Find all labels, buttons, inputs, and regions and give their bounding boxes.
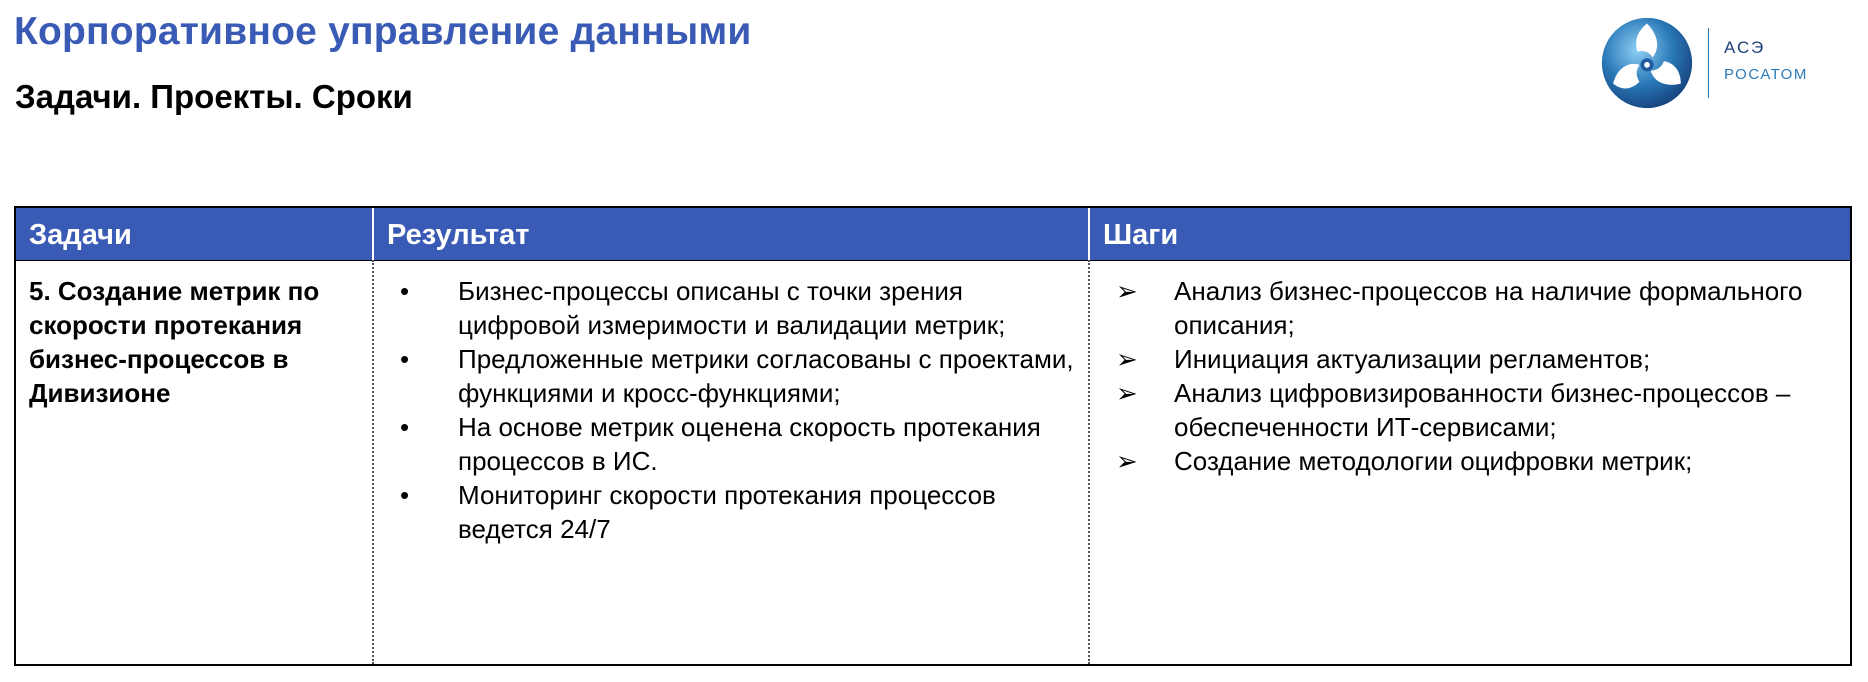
step-text: Создание методологии оцифровки метрик; <box>1174 446 1693 476</box>
company-logo <box>1600 14 1830 104</box>
rosatom-emblem-icon <box>1600 16 1694 110</box>
list-item <box>1102 274 1852 342</box>
arrow-bullet-icon: ➢ <box>1116 276 1138 306</box>
arrow-bullet-icon: ➢ <box>1116 344 1138 374</box>
step-text: Инициация актуализации регламентов; <box>1174 344 1651 374</box>
column-separator <box>1088 260 1090 664</box>
column-header-tasks: Задачи <box>29 219 132 251</box>
page-title: Корпоративное управление данными <box>14 10 752 53</box>
list-item <box>386 478 1076 546</box>
step-text: Анализ цифровизированности бизнес-процессов – обеспеченности ИТ-сервисами; <box>1174 378 1791 442</box>
list-item <box>386 342 1076 410</box>
bullet-marker: • <box>400 480 410 510</box>
logo-line2: РОСАТОМ <box>1724 66 1808 83</box>
result-text: Предложенные метрики согласованы с проектами, функциями и кросс-функциями; <box>458 344 1074 408</box>
list-item <box>1102 376 1852 444</box>
column-header-steps: Шаги <box>1088 208 1850 260</box>
arrow-bullet-icon: ➢ <box>1116 378 1138 408</box>
list-item <box>386 410 1076 478</box>
tasks-table <box>14 206 1852 666</box>
steps-list <box>1102 274 1852 478</box>
column-header-result: Результат <box>372 208 1088 260</box>
logo-line1: АСЭ <box>1724 38 1766 57</box>
result-text: Мониторинг скорости протекания процессов ведется 24/7 <box>458 480 996 544</box>
step-text: Анализ бизнес-процессов на наличие формального описания; <box>1174 276 1803 340</box>
results-list <box>386 274 1076 546</box>
bullet-marker: • <box>400 276 410 306</box>
column-separator <box>372 260 374 664</box>
result-text: На основе метрик оценена скорость протекания процессов в ИС. <box>458 412 1041 476</box>
bullet-marker: • <box>400 412 410 442</box>
page-subtitle: Задачи. Проекты. Сроки <box>15 78 413 115</box>
result-text: Бизнес-процессы описаны с точки зрения цифровой измеримости и валидации метрик; <box>458 276 1006 340</box>
arrow-bullet-icon: ➢ <box>1116 446 1138 476</box>
task-cell: 5. Создание метрик по скорости протекания бизнес-процессов в Дивизионе <box>29 276 320 408</box>
list-item <box>386 274 1076 342</box>
table-header <box>16 208 1850 261</box>
list-item <box>1102 342 1852 376</box>
bullet-marker: • <box>400 344 410 374</box>
logo-divider <box>1708 28 1709 98</box>
list-item <box>1102 444 1852 478</box>
